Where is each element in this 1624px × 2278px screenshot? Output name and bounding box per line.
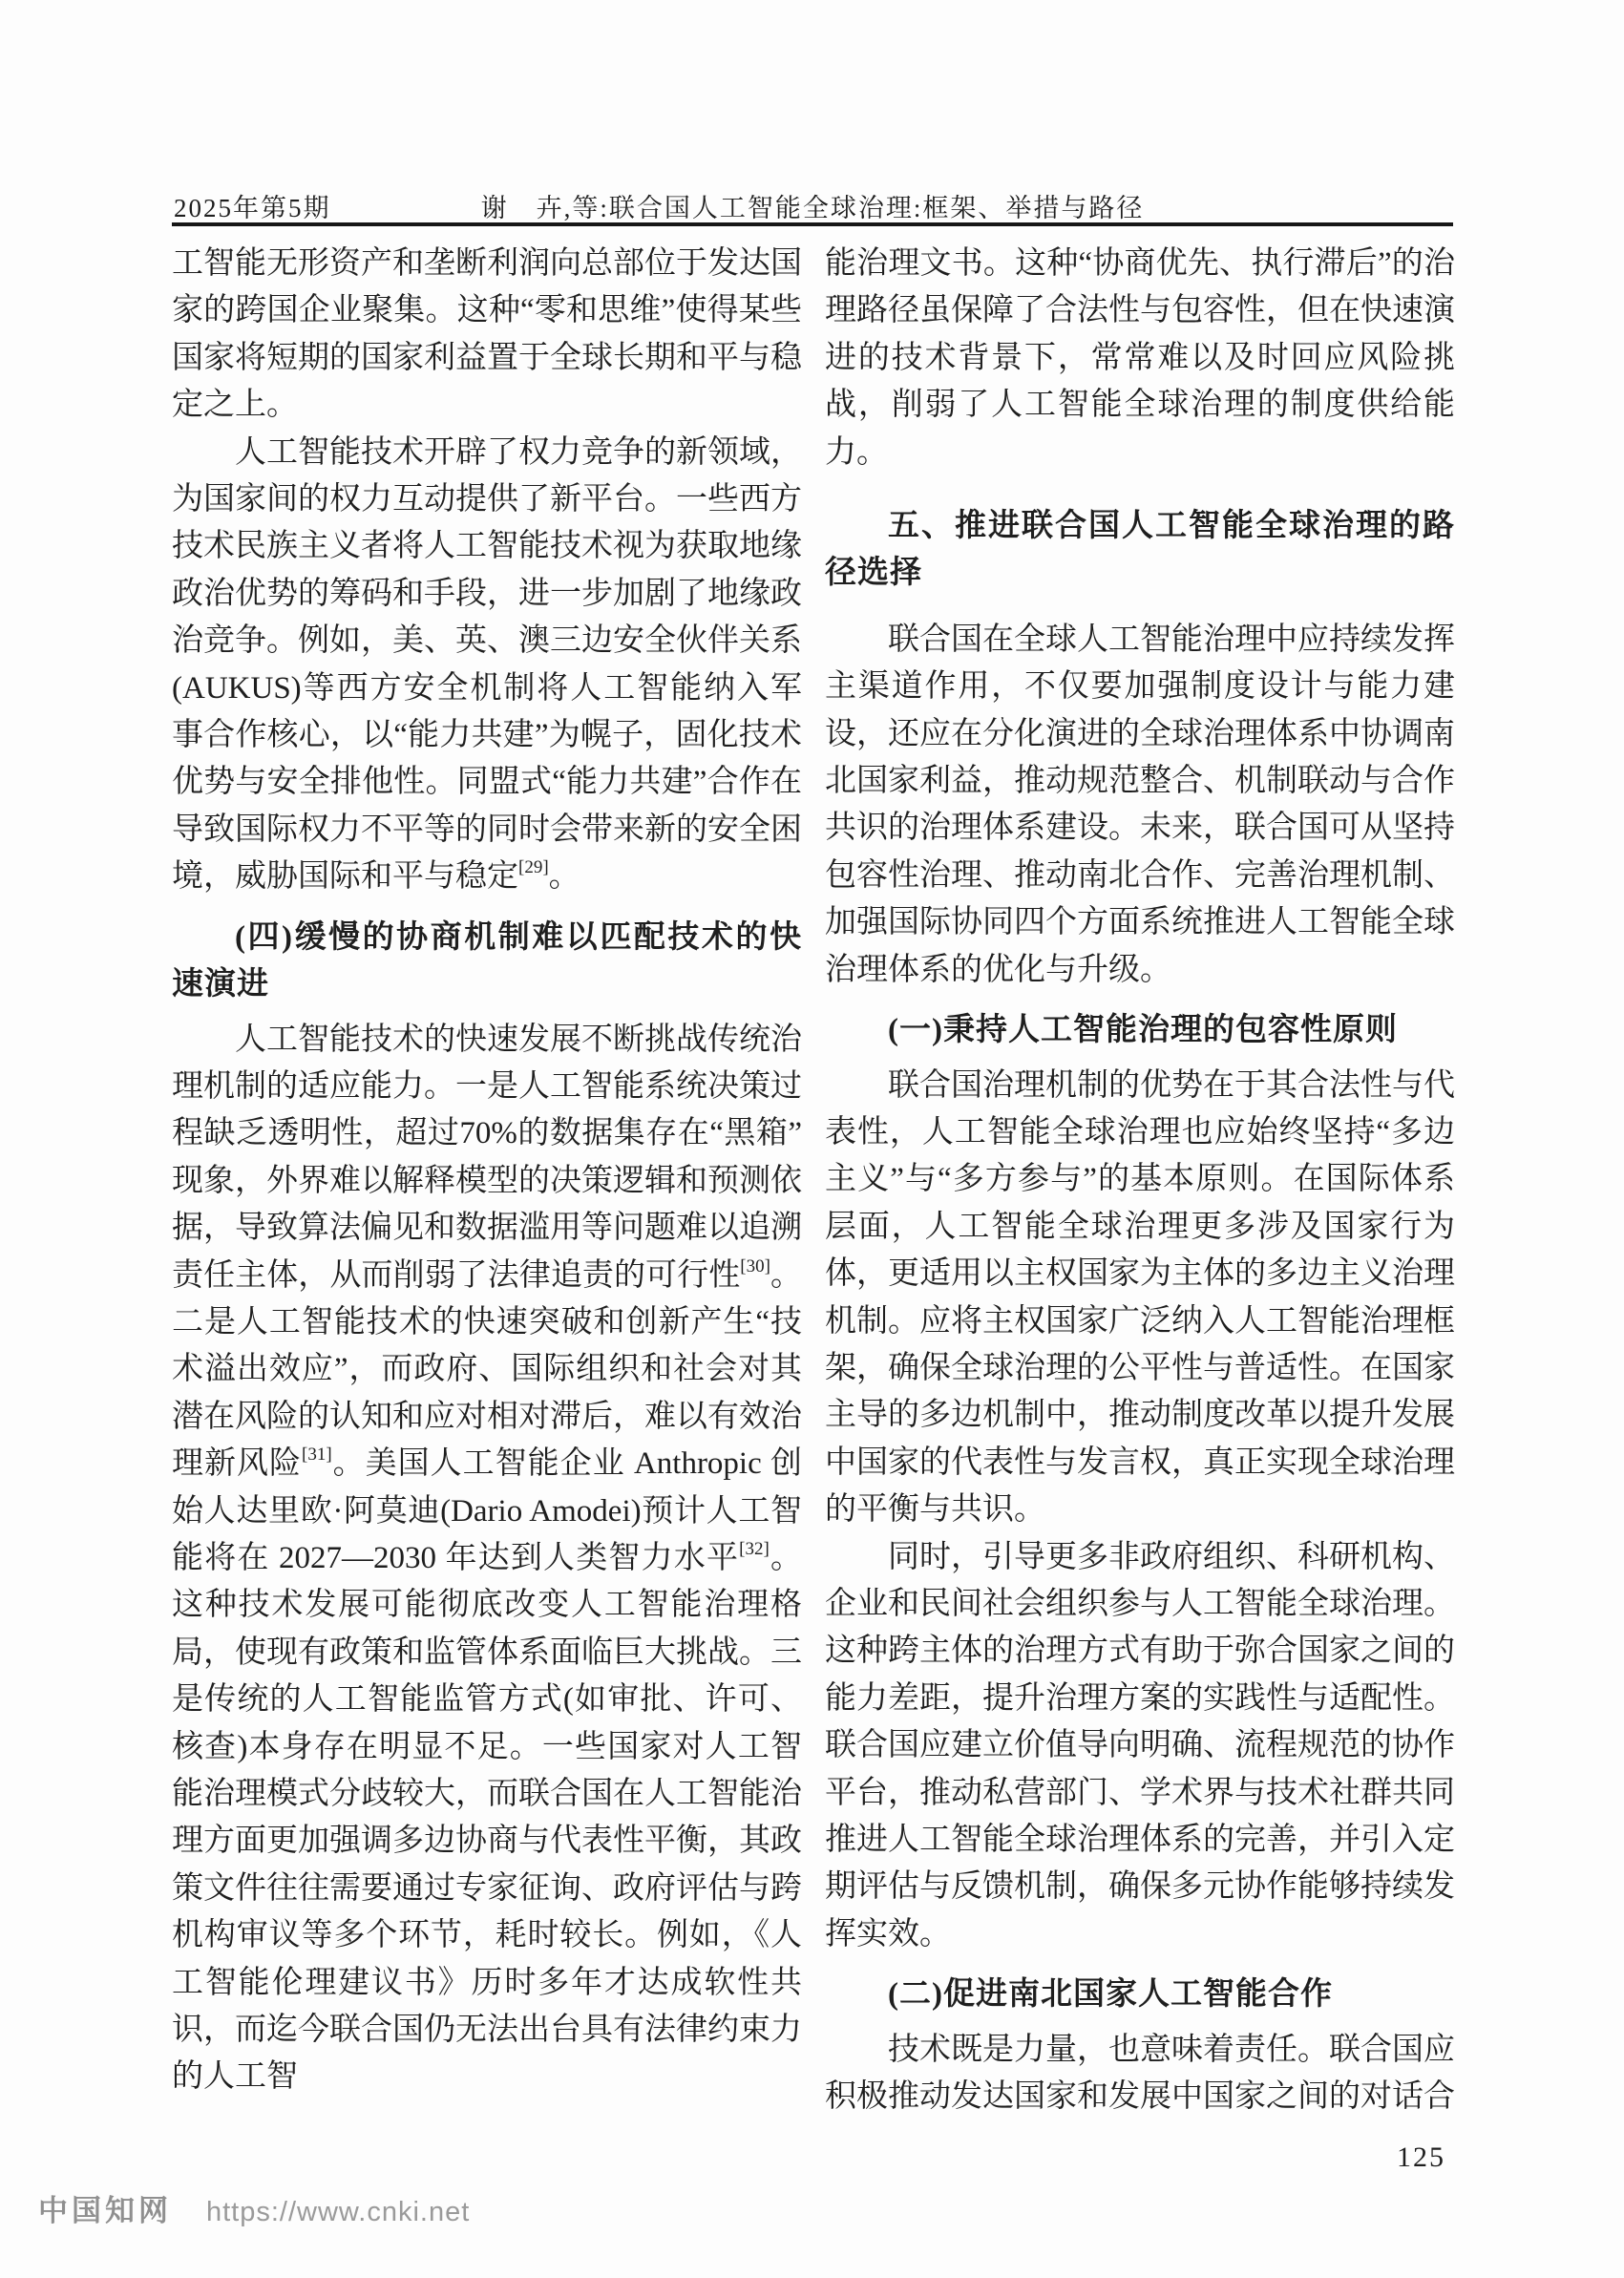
cnki-url: https://www.cnki.net bbox=[206, 2197, 471, 2227]
sub-heading: (一)秉持人工智能治理的包容性原则 bbox=[888, 1013, 1398, 1048]
paragraph: 能治理文书。这种“协商优先、执行滞后”的治理路径虽保障了合法性与包容性，但在快速演进的技术背景下，常常难以及时回应风险挑战，削弱了人工智能全球治理的制度供给能力。 bbox=[825, 246, 1455, 470]
article-body bbox=[172, 241, 1455, 2182]
cnki-watermark bbox=[38, 2186, 470, 2229]
paragraph: 联合国在全球人工智能治理中应持续发挥主渠道作用，不仅要加强制度设计与能力建设，还应在分化演进的全球治理体系中协调南北国家利益，推动规范整合、机制联动与合作共识的治理体系建设。未来，联合国可从坚持包容性治理、推动南北合作、完善治理机制、加强国际协同四个方面系统推进人工智能全球治理体系的优化与升级。 bbox=[825, 622, 1455, 987]
page-number: 125 bbox=[1397, 2141, 1445, 2174]
left-column bbox=[172, 241, 802, 2182]
citation-marker: [31] bbox=[302, 1445, 332, 1466]
cnki-brand-label: 中国知网 bbox=[38, 2194, 172, 2227]
paragraph: 人工智能技术的快速发展不断挑战传统治理机制的适应能力。一是人工智能系统决策过程缺乏透明性，超过70%的数据集存在“黑箱”现象，外界难以解释模型的决策逻辑和预测依据，导致算法偏见和数据滥用等问题难以追溯责任主体，从而削弱了法律追责的可行性[30]。二是人工智能技术的快速突破和创新产生“技术溢出效应”，而政府、国际组织和社会对其潜在风险的认知和应对相对滞后，难以有效治理新风险[31]。美国人工智能企业 Anthropic 创始人达里欧·阿莫迪(Dario Amodei)预计人工智能将在 2027—2030 年达到人类智力水平[32]。这种技术发展可能彻底改变人工智能治理格局，使现有政策和监管体系面临巨大挑战。三是传统的人工智能监管方式(如审批、许可、核查)本身存在明显不足。一些国家对人工智能治理模式分歧较大，而联合国在人工智能治理方面更加强调多边协商与代表性平衡，其政策文件往往需要通过专家征询、政府评估与跨机构审议等多个环节，耗时较长。例如，《人工智能伦理建议书》历时多年才达成软性共识，而迄今联合国仍无法出台具有法律约束力的人工智 bbox=[172, 1022, 803, 2095]
paragraph: 同时，引导更多非政府组织、科研机构、企业和民间社会组织参与人工智能全球治理。这种跨主体的治理方式有助于弥合国家之间的能力差距，提升治理方案的实践性与适配性。联合国应建立价值导向明确、流程规范的协作平台，推动私营部门、学术界与技术社群共同推进人工智能全球治理体系的完善，并引入定期评估与反馈机制，确保多元协作能够持续发挥实效。 bbox=[825, 1539, 1455, 1951]
citation-marker: [32] bbox=[739, 1538, 770, 1559]
page-header bbox=[172, 185, 1453, 221]
header-rule bbox=[172, 222, 1453, 226]
paragraph: 人工智能技术开辟了权力竞争的新领域，为国家间的权力互动提供了新平台。一些西方技术民族主义者将人工智能技术视为获取地缘政治优势的筹码和手段，进一步加剧了地缘政治竞争。例如，美、英、澳三边安全伙伴关系(AUKUS)等西方安全机制将人工智能纳入军事合作核心，以“能力共建”为幌子，固化技术优势与安全排他性。同盟式“能力共建”合作在导致国际权力不平等的同时会带来新的安全困境，威胁国际和平与稳定[29]。 bbox=[172, 434, 802, 895]
right-column bbox=[825, 241, 1455, 2182]
section-heading: 五、推进联合国人工智能全球治理的路径选择 bbox=[825, 507, 1455, 590]
paragraph: 工智能无形资产和垄断利润向总部位于发达国家的跨国企业聚集。这种“零和思维”使得某些国家将短期的国家利益置于全球长期和平与稳定之上。 bbox=[172, 246, 802, 423]
sub-heading: (四)缓慢的协商机制难以匹配技术的快速演进 bbox=[172, 919, 802, 1002]
running-title: 谢 卉,等:联合国人工智能全球治理:框架、举措与路径 bbox=[480, 194, 1145, 222]
citation-marker: [30] bbox=[740, 1255, 770, 1276]
paragraph: 技术既是力量，也意味着责任。联合国应积极推动发达国家和发展中国家之间的对话合 bbox=[825, 2032, 1455, 2115]
issue-label: 2025年第5期 bbox=[174, 194, 331, 222]
citation-marker: [29] bbox=[518, 857, 549, 878]
sub-heading: (二)促进南北国家人工智能合作 bbox=[888, 1977, 1333, 2013]
paragraph: 联合国治理机制的优势在于其合法性与代表性，人工智能全球治理也应始终坚持“多边主义”与“多方参与”的基本原则。在国际体系层面，人工智能全球治理更多涉及国家行为体，更适用以主权国家为主体的多边主义治理机制。应将主权国家广泛纳入人工智能治理框架，确保全球治理的公平性与普适性。在国家主导的多边机制中，推动制度改革以提升发展中国家的代表性与发言权，真正实现全球治理的平衡与共识。 bbox=[825, 1067, 1455, 1528]
